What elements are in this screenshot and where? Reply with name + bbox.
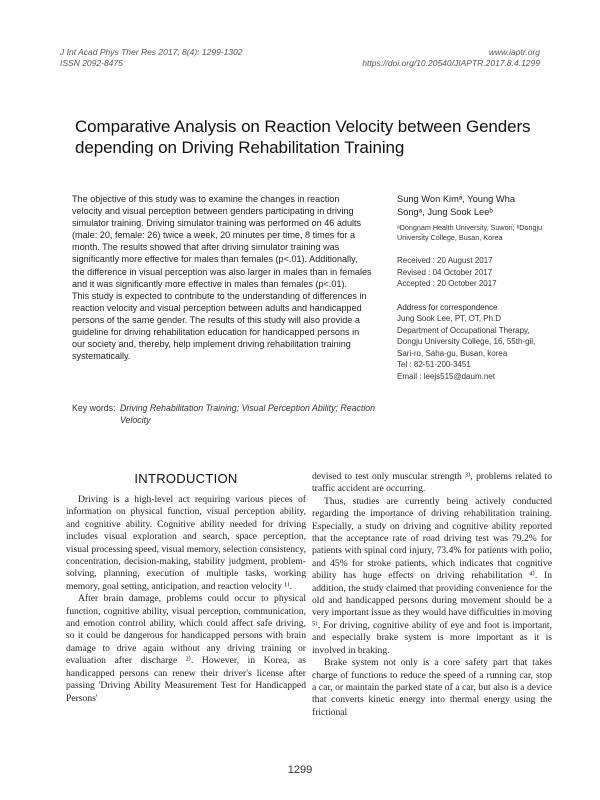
affiliation: ᵃDongnam Health University, Suwon; ᵇDongju University College, Busan, Korea bbox=[397, 223, 543, 242]
received-date: Received : 20 August 2017 bbox=[397, 256, 493, 265]
body-column-right bbox=[312, 471, 552, 719]
correspondence-name: Jung Sook Lee, PT, OT, Ph.D bbox=[397, 314, 502, 324]
body-paragraph: Thus, studies are currently being actively conducted regarding the importance of driving rehabilitation training. Especially, a study on driving and cognitive ability reported that the acceptance rate of road driving test was 79.2% for patients with spinal cord injury, 73.4% for patients with polio, and 45% for stroke patients, which indicates that cognitive ability has huge effects on driving rehabilitation ⁴⁾. In addition, the study claimed that providing convenience for the old and handicapped persons during movement should be a very important issue as they would have difficulties in moving ⁵⁾. For driving, cognitive ability of eye and foot is important, and especially brake system is more important as it is involved in braking. bbox=[312, 495, 552, 656]
article-info-sidebar bbox=[397, 193, 545, 382]
running-header-left bbox=[60, 47, 243, 69]
section-heading-introduction: INTRODUCTION bbox=[134, 471, 238, 486]
body-paragraph: Driving is a high-level act requiring various pieces of information on physical function, visual perception ability, and cognitive ability. Cognitive ability needed for driving includes visual exploration and search, space perception, visual processing speed, visual memory, selection consistency, concentration, decision-making, stability judgment, problem-solving, planning, execution of multiple tasks, working memory, goal setting, anticipation, and reaction velocity ¹⁾. bbox=[66, 494, 306, 592]
body-paragraph: Brake system not only is a core safety part that takes charge of functions to reduce the speed of a running car, stop a car, or maintain the parked state of a car, but also is a device that converts kinetic energy into thermal energy using the frictional bbox=[312, 657, 552, 718]
doi-link[interactable]: https://doi.org/10.20540/JIAPTR.2017.8.4.1299 bbox=[362, 58, 540, 68]
paper-title: Comparative Analysis on Reaction Velocity between Genders depending on Driving Rehabilitation Training bbox=[75, 117, 531, 157]
journal-citation: J Int Acad Phys Ther Res 2017; 8(4): 1299-1302 bbox=[60, 47, 243, 57]
abstract-paragraph: This study is expected to contribute to the understanding of differences in reaction velocity and visual perception between adults and handicapped persons of the same gender. The results of this study will also provide a guideline for driving rehabilitation education for handicapped persons in our society and, thereby, help implement driving rehabilitation training systematically. bbox=[72, 290, 367, 362]
correspondence-phone: Tel : 82-51-200-3451 bbox=[397, 360, 471, 370]
running-header-right bbox=[362, 47, 540, 69]
correspondence-address: Dongju University College, 16, 55th-gil, Sari-ro, Saha-gu, Busan, korea bbox=[397, 337, 536, 358]
issn: ISSN 2092-8475 bbox=[60, 58, 123, 68]
abstract bbox=[72, 193, 372, 362]
article-dates bbox=[397, 255, 545, 290]
correspondence bbox=[397, 302, 545, 383]
journal-website-link[interactable]: www.iaptr.org bbox=[488, 47, 540, 57]
correspondence-department: Department of Occupational Therapy, bbox=[397, 325, 530, 335]
abstract-paragraph: The objective of this study was to examine the changes in reaction velocity and visual perception between genders participating in driving simulator training. Driving simulator training was performed on 46 adults (male: 20, female: 26) twice a week, 20 minutes per time, 8 times for a month. The results showed that after driving simulator training was significantly more effective for males than females (p<.01). Additionally, the difference in visual perception was also larger in males than in females and it was significantly more effective in males than females (p<.01). bbox=[72, 194, 372, 289]
author-list: Sung Won Kimᵃ, Young Wha Songᵃ, Jung Sook Leeᵇ bbox=[397, 194, 516, 217]
body-paragraph: After brain damage, problems could occur to physical function, cognitive ability, visual perception, communication, and emotion control ability, which could affect safe driving, so it could be dangerous for handicapped persons with brain damage to drive again without any driving training or evaluation after discharge ²⁾. However, in Korea, as handicapped persons can renew their driver's license after passing 'Driving Ability Measurement Test for Handicapped Persons' bbox=[66, 593, 306, 704]
body-column-left bbox=[66, 494, 306, 705]
page-number: 1299 bbox=[287, 764, 313, 776]
body-paragraph: devised to test only muscular strength ³⁾, problems related to traffic accident are occurring. bbox=[312, 471, 552, 495]
correspondence-heading: Address for correspondence bbox=[397, 302, 498, 312]
keywords-label: Key words: bbox=[72, 403, 116, 413]
keywords-value: Driving Rehabilitation Training; Visual Perception Ability; Reaction Velocity bbox=[120, 403, 376, 425]
accepted-date: Accepted : 20 October 2017 bbox=[397, 279, 497, 289]
correspondence-email-link[interactable]: Email : leejs515@daum.net bbox=[397, 371, 495, 381]
revised-date: Revised : 04 October 2017 bbox=[397, 267, 493, 277]
